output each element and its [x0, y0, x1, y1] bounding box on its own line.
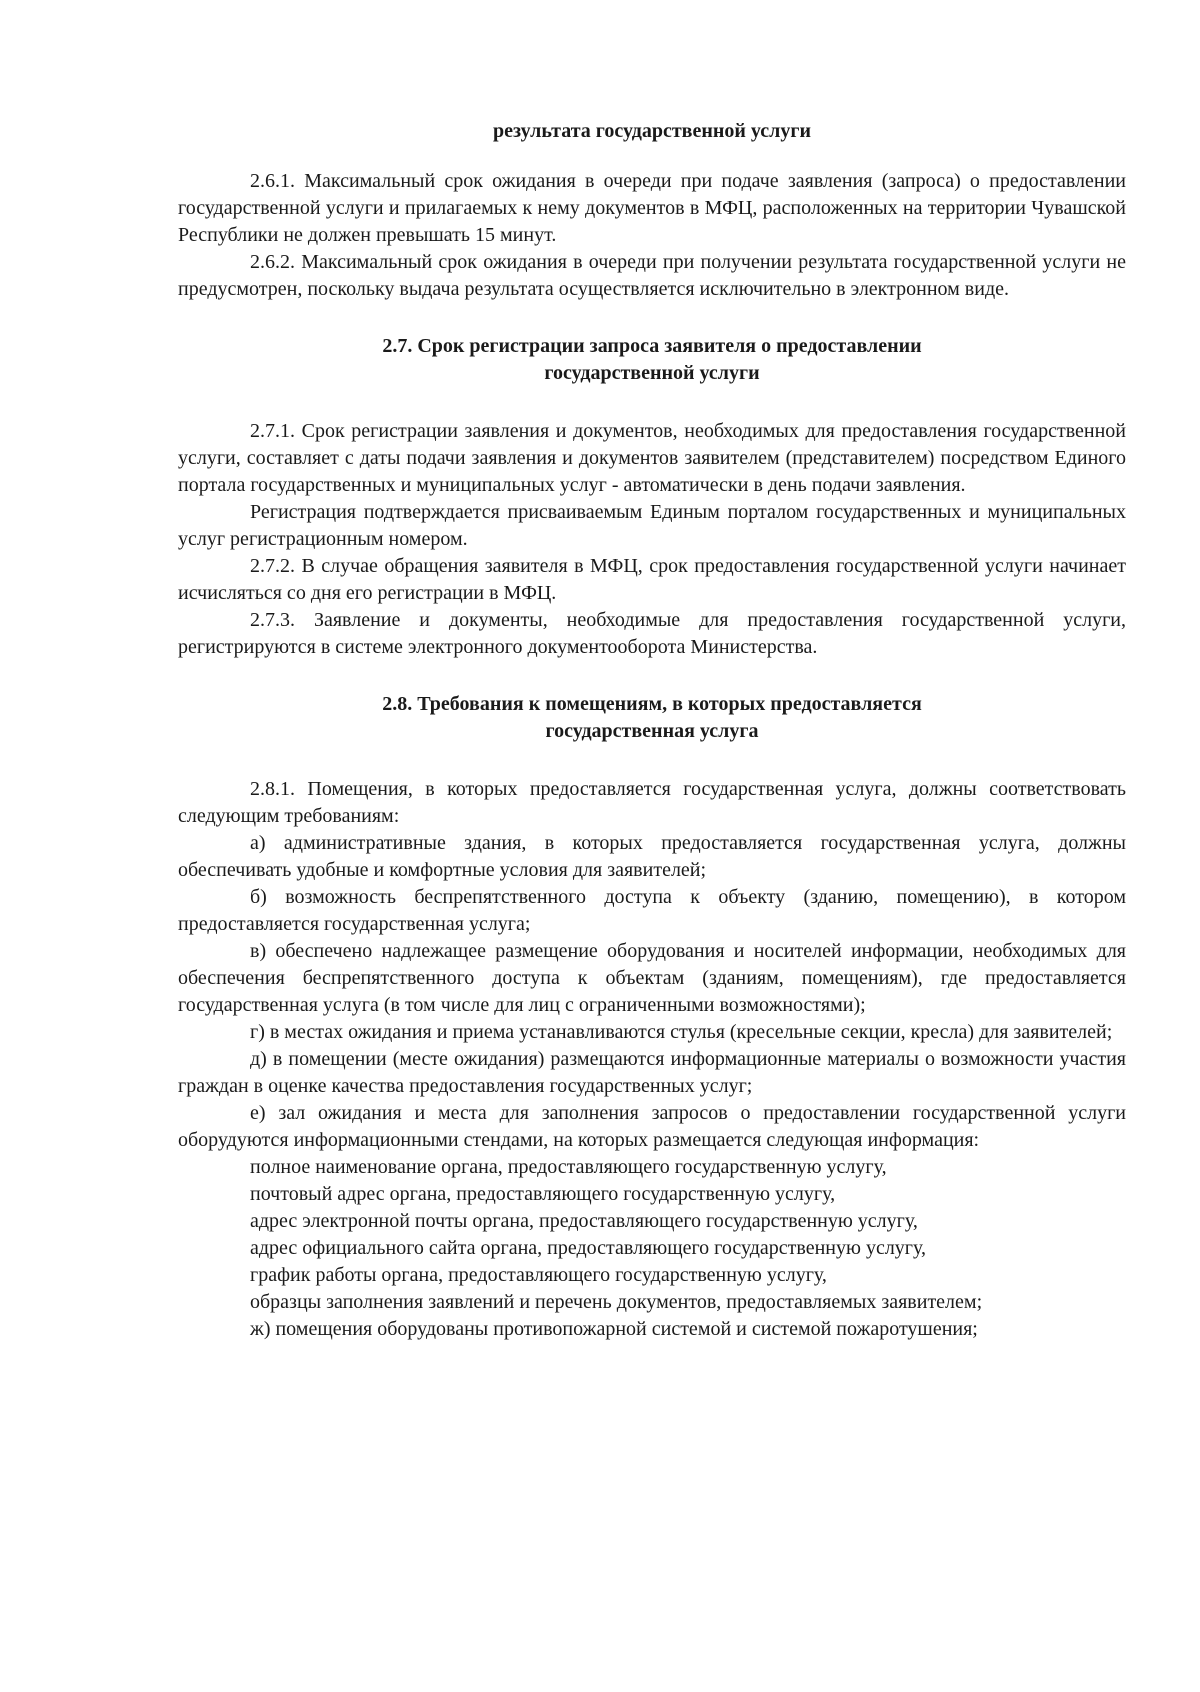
paragraph-2-7-2: 2.7.2. В случае обращения заявителя в МФЦ, срок предоставления государственной услуги начинает исчисляться со дня его регистрации в МФЦ. [178, 555, 1126, 604]
paragraph-2-6-1: 2.6.1. Максимальный срок ожидания в очереди при подаче заявления (запроса) о предоставлении государственной услуги и прилагаемых к нему документов в МФЦ, расположенных на территории Чувашской Республики не должен превышать 15 минут. [178, 170, 1126, 246]
paragraph-2-7-1: 2.7.1. Срок регистрации заявления и документов, необходимых для предоставления государственной услуги, составляет с даты подачи заявления и документов заявителем (представителем) посредством Единого портала государственных и муниципальных услуг - автоматически в день подачи заявления. [178, 420, 1126, 496]
list-item-g: г) в местах ожидания и приема устанавливаются стулья (кресельные секции, кресла) для заявителей; [250, 1021, 1113, 1043]
paragraph-2-7-3: 2.7.3. Заявление и документы, необходимые для предоставления государственной услуги, регистрируются в системе электронного документооборота Министерства. [178, 609, 1126, 658]
list-item-v: в) обеспечено надлежащее размещение оборудования и носителей информации, необходимых для обеспечения беспрепятственного доступа к объектам (зданиям, помещениям), где предоставляется государственная услуга (в том числе для лиц с ограниченными возможностями); [178, 940, 1126, 1016]
paragraph-2-8-1: 2.8.1. Помещения, в которых предоставляется государственная услуга, должны соответствовать следующим требованиям: [178, 778, 1126, 827]
info-item-email: адрес электронной почты органа, предоставляющего государственную услугу, [250, 1210, 918, 1232]
section-heading-2-8-line2: государственная услуга [545, 720, 759, 742]
info-item-full-name: полное наименование органа, предоставляющего государственную услугу, [250, 1156, 887, 1178]
list-item-e: е) зал ожидания и места для заполнения запросов о предоставлении государственной услуги оборудуются информационными стендами, на которых размещается следующая информация: [178, 1102, 1126, 1151]
section-heading-2-7 [178, 333, 1126, 387]
paragraph-2-6-2: 2.6.2. Максимальный срок ожидания в очереди при получении результата государственной услуги не предусмотрен, поскольку выдача результата осуществляется исключительно в электронном виде. [178, 251, 1126, 300]
paragraph-registration: Регистрация подтверждается присваиваемым Единым порталом государственных и муниципальных услуг регистрационным номером. [178, 501, 1126, 550]
section-heading-2-8-line1: 2.8. Требования к помещениям, в которых предоставляется [382, 693, 922, 715]
info-item-samples: образцы заполнения заявлений и перечень документов, предоставляемых заявителем; [250, 1291, 983, 1313]
section-heading-2-8 [178, 691, 1126, 745]
info-item-website: адрес официального сайта органа, предоставляющего государственную услугу, [250, 1237, 927, 1259]
document-page [178, 118, 1126, 1343]
info-item-postal-address: почтовый адрес органа, предоставляющего государственную услугу, [250, 1183, 836, 1205]
info-item-schedule: график работы органа, предоставляющего государственную услугу, [250, 1264, 827, 1286]
section-heading-2-7-line1: 2.7. Срок регистрации запроса заявителя о предоставлении [382, 335, 922, 357]
section-heading-2-7-line2: государственной услуги [544, 362, 760, 384]
list-item-a: а) административные здания, в которых предоставляется государственная услуга, должны обеспечивать удобные и комфортные условия для заявителей; [178, 832, 1126, 881]
page-title: результата государственной услуги [493, 120, 811, 142]
list-item-b: б) возможность беспрепятственного доступа к объекту (зданию, помещению), в котором предоставляется государственная услуга; [178, 886, 1126, 935]
list-item-d: д) в помещении (месте ожидания) размещаются информационные материалы о возможности участия граждан в оценке качества предоставления государственных услуг; [178, 1048, 1126, 1097]
list-item-zh: ж) помещения оборудованы противопожарной системой и системой пожаротушения; [250, 1318, 978, 1340]
